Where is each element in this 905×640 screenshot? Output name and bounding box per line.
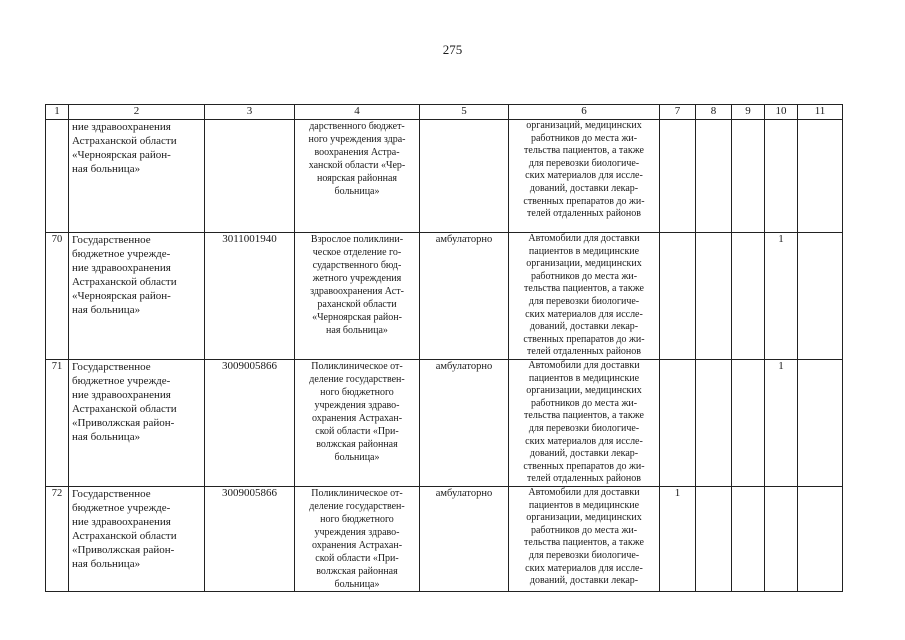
count-col-7 <box>660 233 696 360</box>
column-header-2: 2 <box>69 105 205 120</box>
row-number: 70 <box>46 233 69 360</box>
count-col-10: 1 <box>765 233 798 360</box>
count-col-8 <box>696 120 732 233</box>
column-header-7: 7 <box>660 105 696 120</box>
count-col-8 <box>696 487 732 592</box>
vehicle-purpose <box>509 120 660 233</box>
count-col-9 <box>732 120 765 233</box>
vehicle-purpose-text: Автомобили для доставки пациентов в медицинские организации, медицинских работников до места жи- тельства пациентов, а также для перевозки биологиче- ских материалов для иссле- дований, доставки лекар- <box>524 487 644 587</box>
inn-code: 3009005866 <box>205 360 295 487</box>
vehicle-purpose-text: Автомобили для доставки пациентов в медицинские организации, медицинских работников до места жи- тельства пациентов, а также для перевозки биологиче- ских материалов для иссле- дований, доставки лекар- ственных препаратов до жи- телей отдаленных районов <box>523 233 645 358</box>
vehicle-purpose <box>509 233 660 360</box>
organization-name <box>69 233 205 360</box>
count-col-8 <box>696 360 732 487</box>
vehicle-purpose-text: Автомобили для доставки пациентов в медицинские организации, медицинских работников до места жи- тельства пациентов, а также для перевозки биологиче- ских материалов для иссле- дований, доставки лекар- ственных препаратов до жи- телей отдаленных районов <box>523 360 645 485</box>
count-col-10: 1 <box>765 360 798 487</box>
count-col-11 <box>798 487 843 592</box>
count-col-9 <box>732 233 765 360</box>
count-col-10 <box>765 487 798 592</box>
count-col-11 <box>798 233 843 360</box>
count-col-10 <box>765 120 798 233</box>
subdivision-name-text: Взрослое поликлини- ческое отделение го- сударственного бюд- жетного учреждения здравоохранения Аст- раханской области «Черноярская район- ная больница» <box>310 234 404 336</box>
subdivision-name <box>295 487 420 592</box>
vehicle-purpose <box>509 360 660 487</box>
subdivision-name <box>295 120 420 233</box>
organization-name-text: Государственное бюджетное учрежде- ние здравоохранения Астраханской области «Черноярская район- ная больница» <box>72 234 177 316</box>
subdivision-name-text: Поликлиническое от- деление государствен- ного бюджетного учреждения здраво- охранения Астрахан- ской области «При- волжская районная больница» <box>309 488 405 590</box>
column-header-9: 9 <box>732 105 765 120</box>
care-condition: амбулаторно <box>420 360 509 487</box>
count-col-7: 1 <box>660 487 696 592</box>
row-number: 71 <box>46 360 69 487</box>
row-number: 72 <box>46 487 69 592</box>
count-col-9 <box>732 487 765 592</box>
subdivision-name <box>295 360 420 487</box>
column-header-3: 3 <box>205 105 295 120</box>
table-row <box>46 487 843 592</box>
organization-name <box>69 120 205 233</box>
subdivision-name <box>295 233 420 360</box>
care-condition: амбулаторно <box>420 233 509 360</box>
count-col-9 <box>732 360 765 487</box>
column-header-1: 1 <box>46 105 69 120</box>
column-header-6: 6 <box>509 105 660 120</box>
column-header-5: 5 <box>420 105 509 120</box>
organization-name-text: Государственное бюджетное учрежде- ние здравоохранения Астраханской области «Приволжская район- ная больница» <box>72 361 177 443</box>
organization-name <box>69 360 205 487</box>
inn-code: 3009005866 <box>205 487 295 592</box>
count-col-7 <box>660 360 696 487</box>
row-number <box>46 120 69 233</box>
organization-name-text: Государственное бюджетное учрежде- ние здравоохранения Астраханской области «Приволжская район- ная больница» <box>72 488 177 570</box>
table-row <box>46 233 843 360</box>
subdivision-name-text: Поликлиническое от- деление государствен- ного бюджетного учреждения здраво- охранения Астрахан- ской области «При- волжская районная больница» <box>309 361 405 463</box>
organization-name-text: ние здравоохранения Астраханской области «Черноярская район- ная больница» <box>72 121 177 175</box>
organization-name <box>69 487 205 592</box>
count-col-11 <box>798 360 843 487</box>
column-header-10: 10 <box>765 105 798 120</box>
vehicle-purpose <box>509 487 660 592</box>
column-header-8: 8 <box>696 105 732 120</box>
column-header-11: 11 <box>798 105 843 120</box>
subdivision-name-text: дарственного бюджет- ного учреждения здра- воохранения Астра- ханской области «Чер- ноярская районная больница» <box>308 121 406 197</box>
table-row <box>46 360 843 487</box>
inn-code <box>205 120 295 233</box>
table-row <box>46 120 843 233</box>
count-col-11 <box>798 120 843 233</box>
count-col-7 <box>660 120 696 233</box>
column-header-4: 4 <box>295 105 420 120</box>
care-condition: амбулаторно <box>420 487 509 592</box>
inn-code: 3011001940 <box>205 233 295 360</box>
count-col-8 <box>696 233 732 360</box>
vehicle-purpose-text: организаций, медицинских работников до места жи- тельства пациентов, а также для перевозки биологиче- ских материалов для иссле- дований, доставки лекар- ственных препаратов до жи- телей отдаленных районов <box>523 120 645 220</box>
page-number: 275 <box>442 42 463 57</box>
data-table <box>45 104 843 592</box>
header-row <box>46 105 843 120</box>
care-condition <box>420 120 509 233</box>
